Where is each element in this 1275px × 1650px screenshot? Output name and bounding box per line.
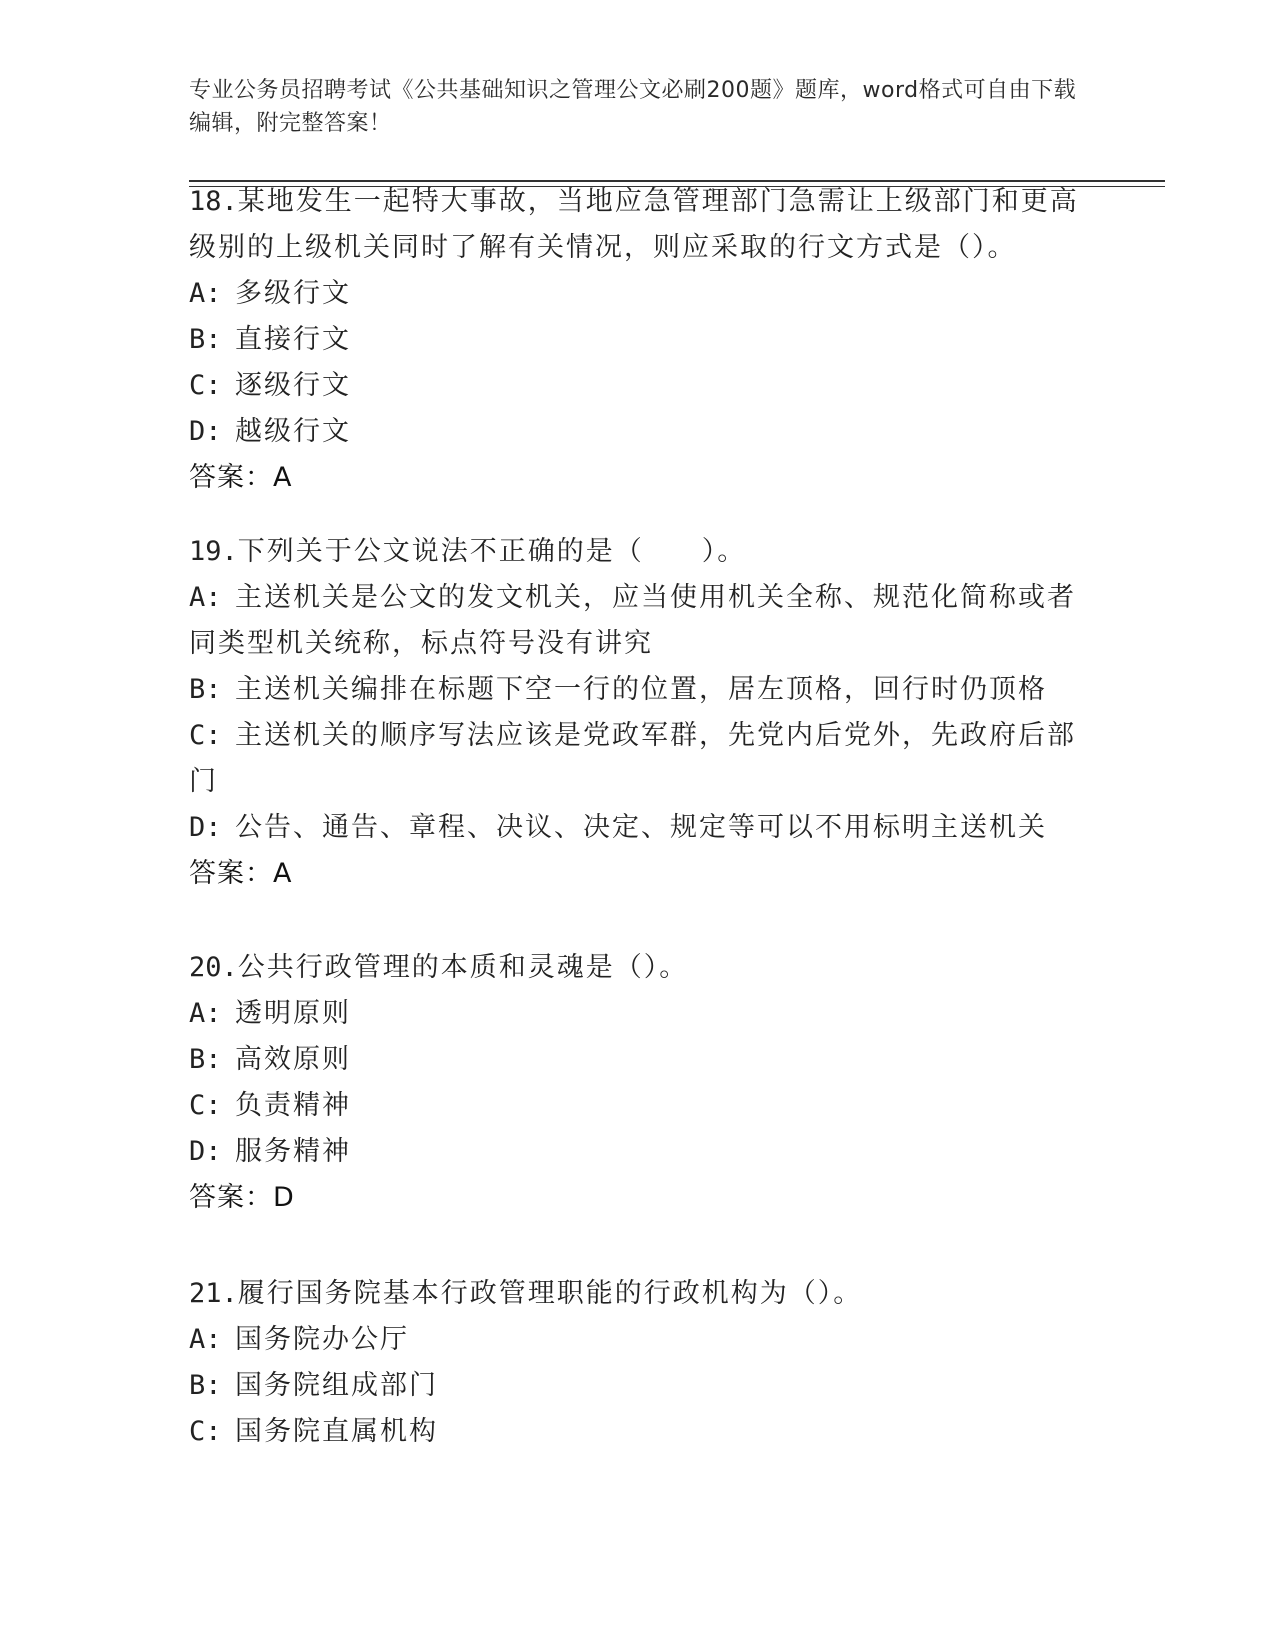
option-d <box>189 805 1089 851</box>
option-b <box>189 1037 1089 1083</box>
option-text: 越级行文 <box>235 416 351 447</box>
question-stem <box>189 529 1089 575</box>
option-a <box>189 271 1089 317</box>
answer-label: 答案： <box>189 462 273 493</box>
option-b <box>189 667 1089 713</box>
question-19 <box>189 529 1089 897</box>
option-d <box>189 1129 1089 1175</box>
question-text: 下列关于公文说法不正确的是（ ）。 <box>237 536 747 567</box>
answer-label: 答案： <box>189 858 273 889</box>
option-key: B: <box>189 1370 222 1401</box>
option-key: A: <box>189 1324 222 1355</box>
option-text: 主送机关的顺序写法应该是党政军群，先党内后党外，先政府后部门 <box>189 720 1076 797</box>
answer-line <box>189 455 1089 501</box>
option-key: C: <box>189 1416 222 1447</box>
question-21 <box>189 1271 1089 1455</box>
answer-line <box>189 1175 1089 1221</box>
question-stem <box>189 945 1089 991</box>
answer-value: A <box>273 462 292 493</box>
option-a <box>189 991 1089 1037</box>
option-text: 国务院组成部门 <box>235 1370 438 1401</box>
option-text: 透明原则 <box>235 998 351 1029</box>
option-text: 主送机关编排在标题下空一行的位置，居左顶格，回行时仍顶格 <box>235 674 1047 705</box>
option-key: B: <box>189 674 222 705</box>
option-key: C: <box>189 720 222 751</box>
option-key: C: <box>189 1090 222 1121</box>
option-text: 服务精神 <box>235 1136 351 1167</box>
option-a <box>189 1317 1089 1363</box>
option-a <box>189 575 1089 667</box>
option-key: B: <box>189 1044 222 1075</box>
question-stem <box>189 1271 1089 1317</box>
option-key: A: <box>189 278 222 309</box>
question-number: 19. <box>189 536 238 567</box>
answer-line <box>189 851 1089 897</box>
option-c <box>189 363 1089 409</box>
question-text: 履行国务院基本行政管理职能的行政机构为（）。 <box>237 1278 863 1309</box>
option-key: A: <box>189 998 222 1029</box>
question-number: 20. <box>189 952 238 983</box>
question-text: 公共行政管理的本质和灵魂是（）。 <box>237 952 689 983</box>
option-key: B: <box>189 324 222 355</box>
option-c <box>189 713 1089 805</box>
option-key: D: <box>189 416 222 447</box>
option-key: C: <box>189 370 222 401</box>
option-c <box>189 1083 1089 1129</box>
option-key: D: <box>189 1136 222 1167</box>
option-d <box>189 409 1089 455</box>
option-text: 负责精神 <box>235 1090 351 1121</box>
option-b <box>189 317 1089 363</box>
document-header: 专业公务员招聘考试《公共基础知识之管理公文必刷200题》题库，word格式可自由下载编辑，附完整答案！ <box>189 78 1077 136</box>
option-text: 国务院办公厅 <box>235 1324 409 1355</box>
option-text: 多级行文 <box>235 278 351 309</box>
answer-value: D <box>273 1182 294 1213</box>
option-key: D: <box>189 812 222 843</box>
question-number: 21. <box>189 1278 238 1309</box>
option-b <box>189 1363 1089 1409</box>
question-stem <box>189 179 1089 271</box>
question-20 <box>189 945 1089 1221</box>
question-number: 18. <box>189 186 238 217</box>
option-key: A: <box>189 582 222 613</box>
answer-label: 答案： <box>189 1182 273 1213</box>
option-text: 逐级行文 <box>235 370 351 401</box>
option-c <box>189 1409 1089 1455</box>
option-text: 高效原则 <box>235 1044 351 1075</box>
option-text: 公告、通告、章程、决议、决定、规定等可以不用标明主送机关 <box>235 812 1047 843</box>
option-text: 主送机关是公文的发文机关，应当使用机关全称、规范化简称或者同类型机关统称，标点符号没有讲究 <box>189 582 1076 659</box>
option-text: 国务院直属机构 <box>235 1416 438 1447</box>
answer-value: A <box>273 858 292 889</box>
question-18 <box>189 179 1089 501</box>
option-text: 直接行文 <box>235 324 351 355</box>
question-text: 某地发生一起特大事故，当地应急管理部门急需让上级部门和更高级别的上级机关同时了解有关情况，则应采取的行文方式是（）。 <box>189 186 1079 263</box>
